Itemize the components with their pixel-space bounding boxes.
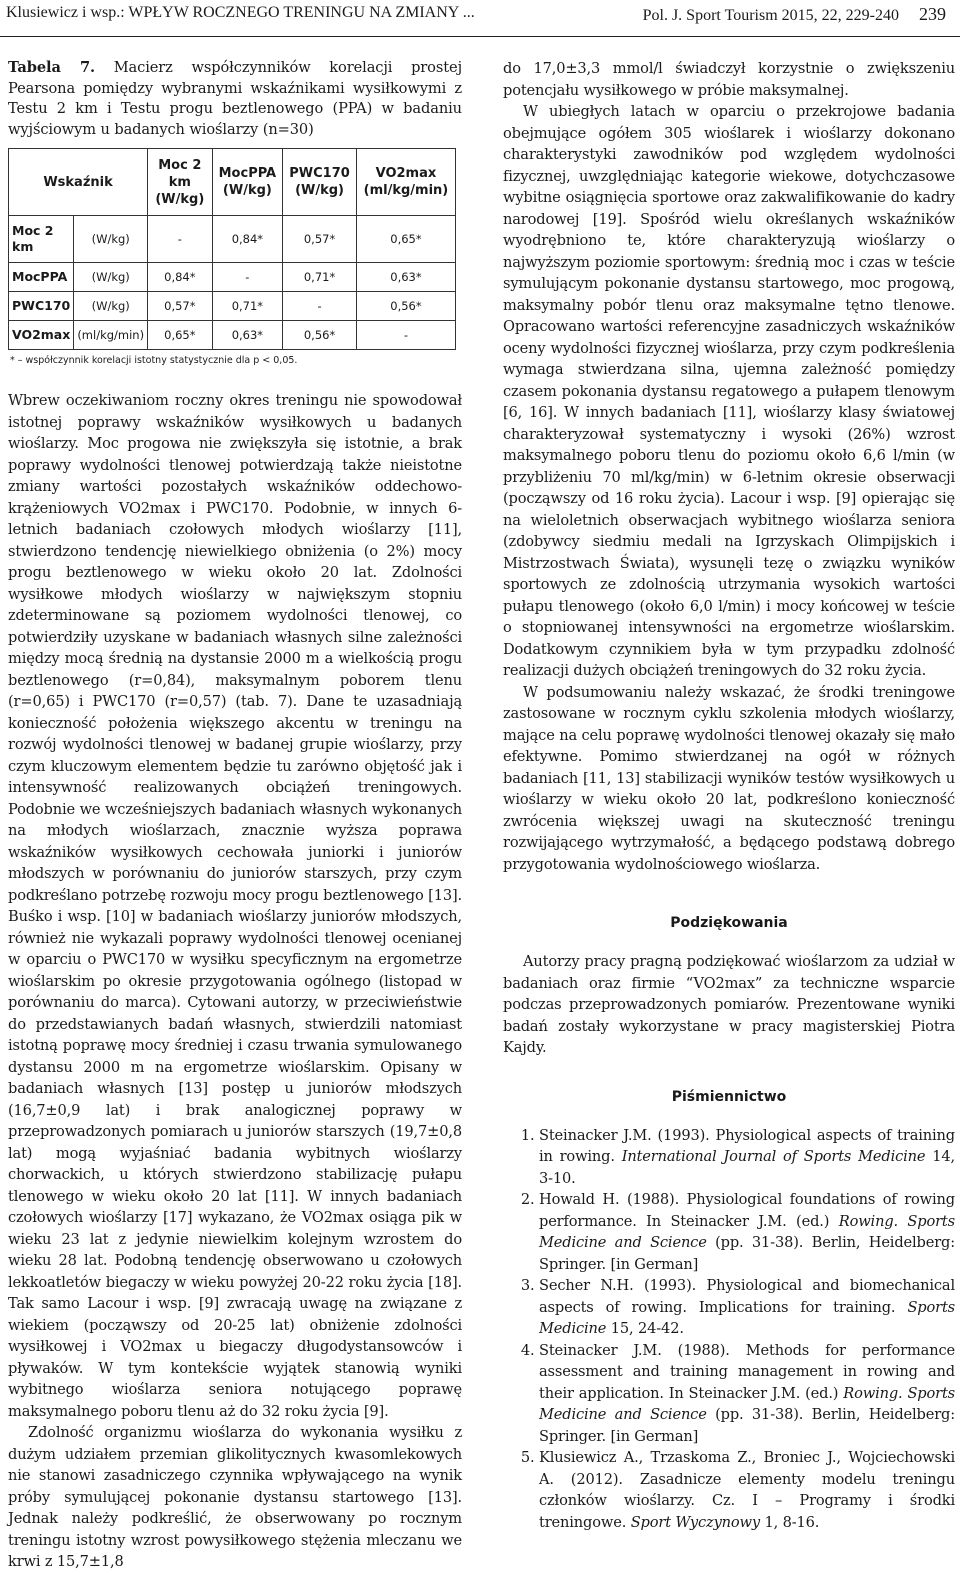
page-header	[0, 0, 960, 37]
journal-info	[643, 4, 946, 25]
reference-text: Howald H. (1988). Physiological foundations of rowing performance. In Steinacker J.M. (ed.)	[539, 1191, 955, 1230]
table-cell: 0,65*	[356, 216, 455, 263]
table-cell: 0,56*	[356, 292, 455, 321]
table-cell: 0,84*	[212, 216, 283, 263]
body-paragraph: Zdolność organizmu wioślarza do wykonania wysiłku z dużym udziałem przemian glikolitycznych kwasomlekowych nie stanowi zasadniczego czynnika wpływającego na wynik próby symulującej pokonanie dystansu startowego [13]. Jednak należy podkreślić, że obserwowany po rocznym treningu istotny wzrost powysiłkowego stężenia mleczanu we krwi z 15,7±1,8	[8, 1424, 462, 1570]
reference-source: Rowing. Sports Medicine and Science	[539, 1384, 955, 1423]
table-cell: -	[148, 216, 212, 263]
reference-item	[539, 1340, 955, 1448]
row-unit: (W/kg)	[74, 263, 148, 292]
table-cell: 0,57*	[283, 216, 357, 263]
table-cell: 0,71*	[212, 292, 283, 321]
reference-source: Rowing. Sports Medicine and Science	[539, 1212, 955, 1251]
row-name: MocPPA	[9, 263, 74, 292]
reference-text: Steinacker J.M. (1988). Methods for performance assessment and training management in rowing and their application. In Steinacker J.M. (ed.)	[539, 1341, 955, 1402]
header-cell: MocPPA (W/kg)	[212, 149, 283, 216]
reference-details: (pp. 31-38). Berlin, Heidelberg: Springer. [in German]	[539, 1406, 955, 1445]
table-cell: 0,65*	[148, 321, 212, 350]
acknowledgements-text: Autorzy pracy pragną podziękować wioślarzom za udział w badaniach oraz firmie “VO2max” za techniczne wsparcie podczas przeprowadzonych pomiarów. Prezentowane wyniki badań zostały wykorzystane w pracy magisterskiej Piotra Kajdy.	[503, 953, 955, 1056]
reference-list	[503, 1125, 955, 1534]
body-paragraph: W podsumowaniu należy wskazać, że środki treningowe zastosowane w rocznym cyklu szkolenia młodych wioślarzy, mające na celu poprawę wydolności tlenowej okazały się mało efektywne. Pomimo stwierdzanej na ogół w różnych badaniach [11, 13] stabilizacji wyników testów wysiłkowych u wioślarzy w wieku około 20 lat, podkreślono konieczność zwrócenia większej uwagi na skuteczność treningu rozwijającego wytrzymałość, a będącego podstawą dobrego przygotowania wydolnościowego wioślarza.	[503, 683, 955, 873]
table-caption	[8, 58, 462, 140]
reference-item	[539, 1125, 955, 1190]
reference-details: (pp. 31-38). Berlin, Heidelberg: Springer. [in German]	[539, 1234, 955, 1273]
header-cell: Wskaźnik	[9, 149, 148, 216]
row-name: Moc 2 km	[9, 216, 74, 263]
references-title: Piśmiennictwo	[671, 1088, 787, 1105]
header-cell: VO2max (ml/kg/min)	[356, 149, 455, 216]
reference-item	[539, 1275, 955, 1340]
table-cell: -	[283, 292, 357, 321]
page-number: 239	[919, 4, 946, 24]
reference-text: Klusiewicz A., Trzaskoma Z., Broniec J., Wojciechowski A. (2012). Zasadnicze elementy modelu treningu członków wioślarzy. Cz. I – Programy i środki treningowe.	[539, 1449, 955, 1531]
reference-item	[539, 1447, 955, 1533]
table-footnote: * – współczynnik korelacji istotny statystycznie dla p < 0,05.	[10, 355, 298, 366]
left-column	[8, 58, 462, 1573]
reference-text: Secher N.H. (1993). Physiological and biomechanical aspects of rowing. Implications for training.	[539, 1277, 955, 1316]
correlation-table	[8, 148, 456, 350]
table-header-row	[9, 149, 456, 216]
row-unit: (ml/kg/min)	[74, 321, 148, 350]
reference-details: 15, 24-42.	[606, 1320, 684, 1337]
reference-source: Sports Medicine	[539, 1298, 955, 1337]
table-caption-text: Macierz współczynników korelacji prostej Pearsona pomiędzy wybranymi wskaźnikami wysiłkowymi z Testu 2 km i Testu progu beztlenowego (PPA) w badaniu wyjściowym u badanych wioślarzy (n=30)	[8, 59, 462, 138]
reference-details: 1, 8-16.	[760, 1513, 820, 1531]
table-row	[9, 321, 456, 350]
reference-details: 14, 3-10.	[539, 1148, 955, 1187]
table-cell: 0,57*	[148, 292, 212, 321]
header-cell: Moc 2 km (W/kg)	[148, 149, 212, 216]
reference-item	[539, 1189, 955, 1275]
table-row	[9, 216, 456, 263]
table-cell: 0,84*	[148, 263, 212, 292]
acknowledgements-title: Podziękowania	[670, 915, 788, 931]
row-name: PWC170	[9, 292, 74, 321]
row-unit: (W/kg)	[74, 292, 148, 321]
table-row	[9, 292, 456, 321]
journal-citation: Pol. J. Sport Tourism 2015, 22, 229-240	[642, 7, 899, 24]
reference-text: Steinacker J.M. (1993). Physiological aspects of training in rowing.	[539, 1126, 955, 1165]
right-column	[503, 58, 955, 1533]
reference-source: Sport Wyczynowy	[630, 1513, 760, 1531]
reference-source: International Journal of Sports Medicine	[621, 1148, 926, 1165]
body-paragraph: W ubiegłych latach w oparciu o przekrojowe badania obejmujące ogółem 305 wioślarek i wioślarzy dokonano charakterystyki zawodników pod względem wydolności fizycznej, uwzględniając kategorie wiekowe, dotychczasowe wybitne osiągnięcia sportowe oraz zakwalifikowanie do kadry narodowej [19]. Spośród wielu określanych wskaźników wyodrębniono te, które charakteryzują wioślarzy o najwyższym poziomie sportowym: średnią moc i czas w teście symulującym pokonanie dystansu startowego, moc progową, maksymalny pobór tlenu oraz maksymalne tętno tlenowe. Opracowano wartości referencyjne zasadniczych wskaźników oceny wydolności fizycznej wioślarza, przy czym podkreślenia wymaga stwierdzana silna, ujemna zależność pomiędzy czasem pokonania dystansu regatowego a pułapem tlenowym [6, 16]. W innych badaniach [11], wioślarzy klasy światowej charakteryzował systematyczny i wysoki (26%) wzrost maksymalnego poboru tlenu do poziomu około 6,6 l/min (w przybliżeniu 70 ml/kg/min) w 6-letnim okresie obserwacji (począwszy od 16 roku życia). Lacour i wsp. [9] opierając się na wieloletnich obserwacjach wybitnego wioślarza seniora (zdobywcy siedmiu medali na Igrzyskach Olimpijskich i Mistrzostwach Świata), wysunęli tezę o związku wyników sportowych ze zdolnością utrzymania wysokich wartości pułapu tlenowego (około 6,0 l/min) i mocy końcowej w teście o stopniowanej intensywności na ergometrze wioślarskim. Dodatkowym czynnikiem była w tym przypadku zdolność realizacji dużych obciążeń treningowych do 32 roku życia.	[503, 103, 955, 679]
row-name: VO2max	[9, 321, 74, 350]
table-cell: 0,71*	[283, 263, 357, 292]
table-cell: -	[212, 263, 283, 292]
table-row	[9, 263, 456, 292]
header-cell: PWC170 (W/kg)	[283, 149, 357, 216]
table-cell: 0,63*	[212, 321, 283, 350]
table-cell: 0,63*	[356, 263, 455, 292]
running-title: Klusiewicz i wsp.: WPŁYW ROCZNEGO TRENINGU NA ZMIANY ...	[6, 4, 475, 21]
table-cell: -	[356, 321, 455, 350]
table-cell: 0,56*	[283, 321, 357, 350]
table-label: Tabela 7.	[8, 59, 95, 76]
row-unit: (W/kg)	[74, 216, 148, 263]
body-paragraph: Wbrew oczekiwaniom roczny okres treningu nie spowodował istotnej poprawy wskaźników wysiłkowych u badanych wioślarzy. Moc progowa nie zwiększyła się istotnie, a brak poprawy wydolności tlenowej potwierdzają także nieistotne zmiany wartości pozostałych wskaźników oddechowo-krążeniowych VO2max i PWC170. Podobnie, w innych 6-letnich badaniach czołowych młodych wioślarzy [11], stwierdzono tendencję niewielkiego obniżenia (o 2%) mocy progu beztlenowego w wieku około 20 lat. Zdolności wysiłkowe młodych wioślarzy w największym stopniu zdeterminowane są poziomem wydolności tlenowej, co potwierdziły uzyskane w badaniach własnych silne zależności między mocą średnią na dystansie 2000 m a wielkością progu beztlenowego (r=0,84), maksymalnym poborem tlenu (r=0,65) i PWC170 (r=0,57) (tab. 7). Dane te uzasadniają konieczność położenia większego akcentu w treningu na rozwój wydolności tlenowej w badanej grupie wioślarzy, przy czym kluczowym elementem będzie tu zarówno objętość jak i intensywność realizowanych obciążeń treningowych. Podobnie we wcześniejszych badaniach własnych wykonanych na młodych wioślarzach, znacznie wyższa poprawa wskaźników wysiłkowych cechowała juniorki i juniorów młodszych w porównaniu do juniorów starszych, przy czym podkreślano potrzebę rozwoju mocy progu beztlenowego [13]. Buśko i wsp. [10] w badaniach wioślarzy juniorów młodszych, również nie wykazali poprawy wydolności tlenowej ocenianej w oparciu o PWC170 w wysiłku specyficznym na ergometrze wioślarskim po okresie przygotowania ogólnego (listopad w porównaniu do marca). Cytowani autorzy, w przeciwieństwie do przedstawianych badań własnych, stwierdzili natomiast istotną poprawę mocy średniej i czasu trwania symulowanego dystansu 2000 m na ergometrze wioślarskim. Opisany w badaniach własnych [13] postęp u juniorów młodszych (16,7±0,9 lat) i brak analogicznej poprawy w przeprowadzonych pomiarach u juniorów starszych (19,7±0,8 lat) mogą wyjaśniać badania wybitnych wioślarzy chorwackich, u których stwierdzono stabilizację pułapu tlenowego w wieku około 20 lat [11]. W innych badaniach czołowych wioślarzy [17] wykazano, że VO2max osiąga pik w wieku 23 lat z jedynie niewielkim kolejnym wzrostem do wieku 28 lat. Podobną tendencję obserwowano u czołowych lekkoatletów biegaczy w wieku powyżej 20-22 roku życia [18]. Tak samo Lacour i wsp. [9] zwracają uwagę na związane z wiekiem (począwszy od 20-25 lat) obniżenie zdolności wysiłkowej i VO2max u biegaczy długodystansowców i pływaków. W tym kontekście wyjątek stanowią wyniki wybitnego wioślarza seniora notującego poprawę maksymalnego poboru tlenu aż do 32 roku życia [9].	[8, 392, 462, 1420]
body-paragraph: do 17,0±3,3 mmol/l świadczył korzystnie o zwiększeniu potencjału wysiłkowego w próbie maksymalnej.	[503, 60, 955, 99]
